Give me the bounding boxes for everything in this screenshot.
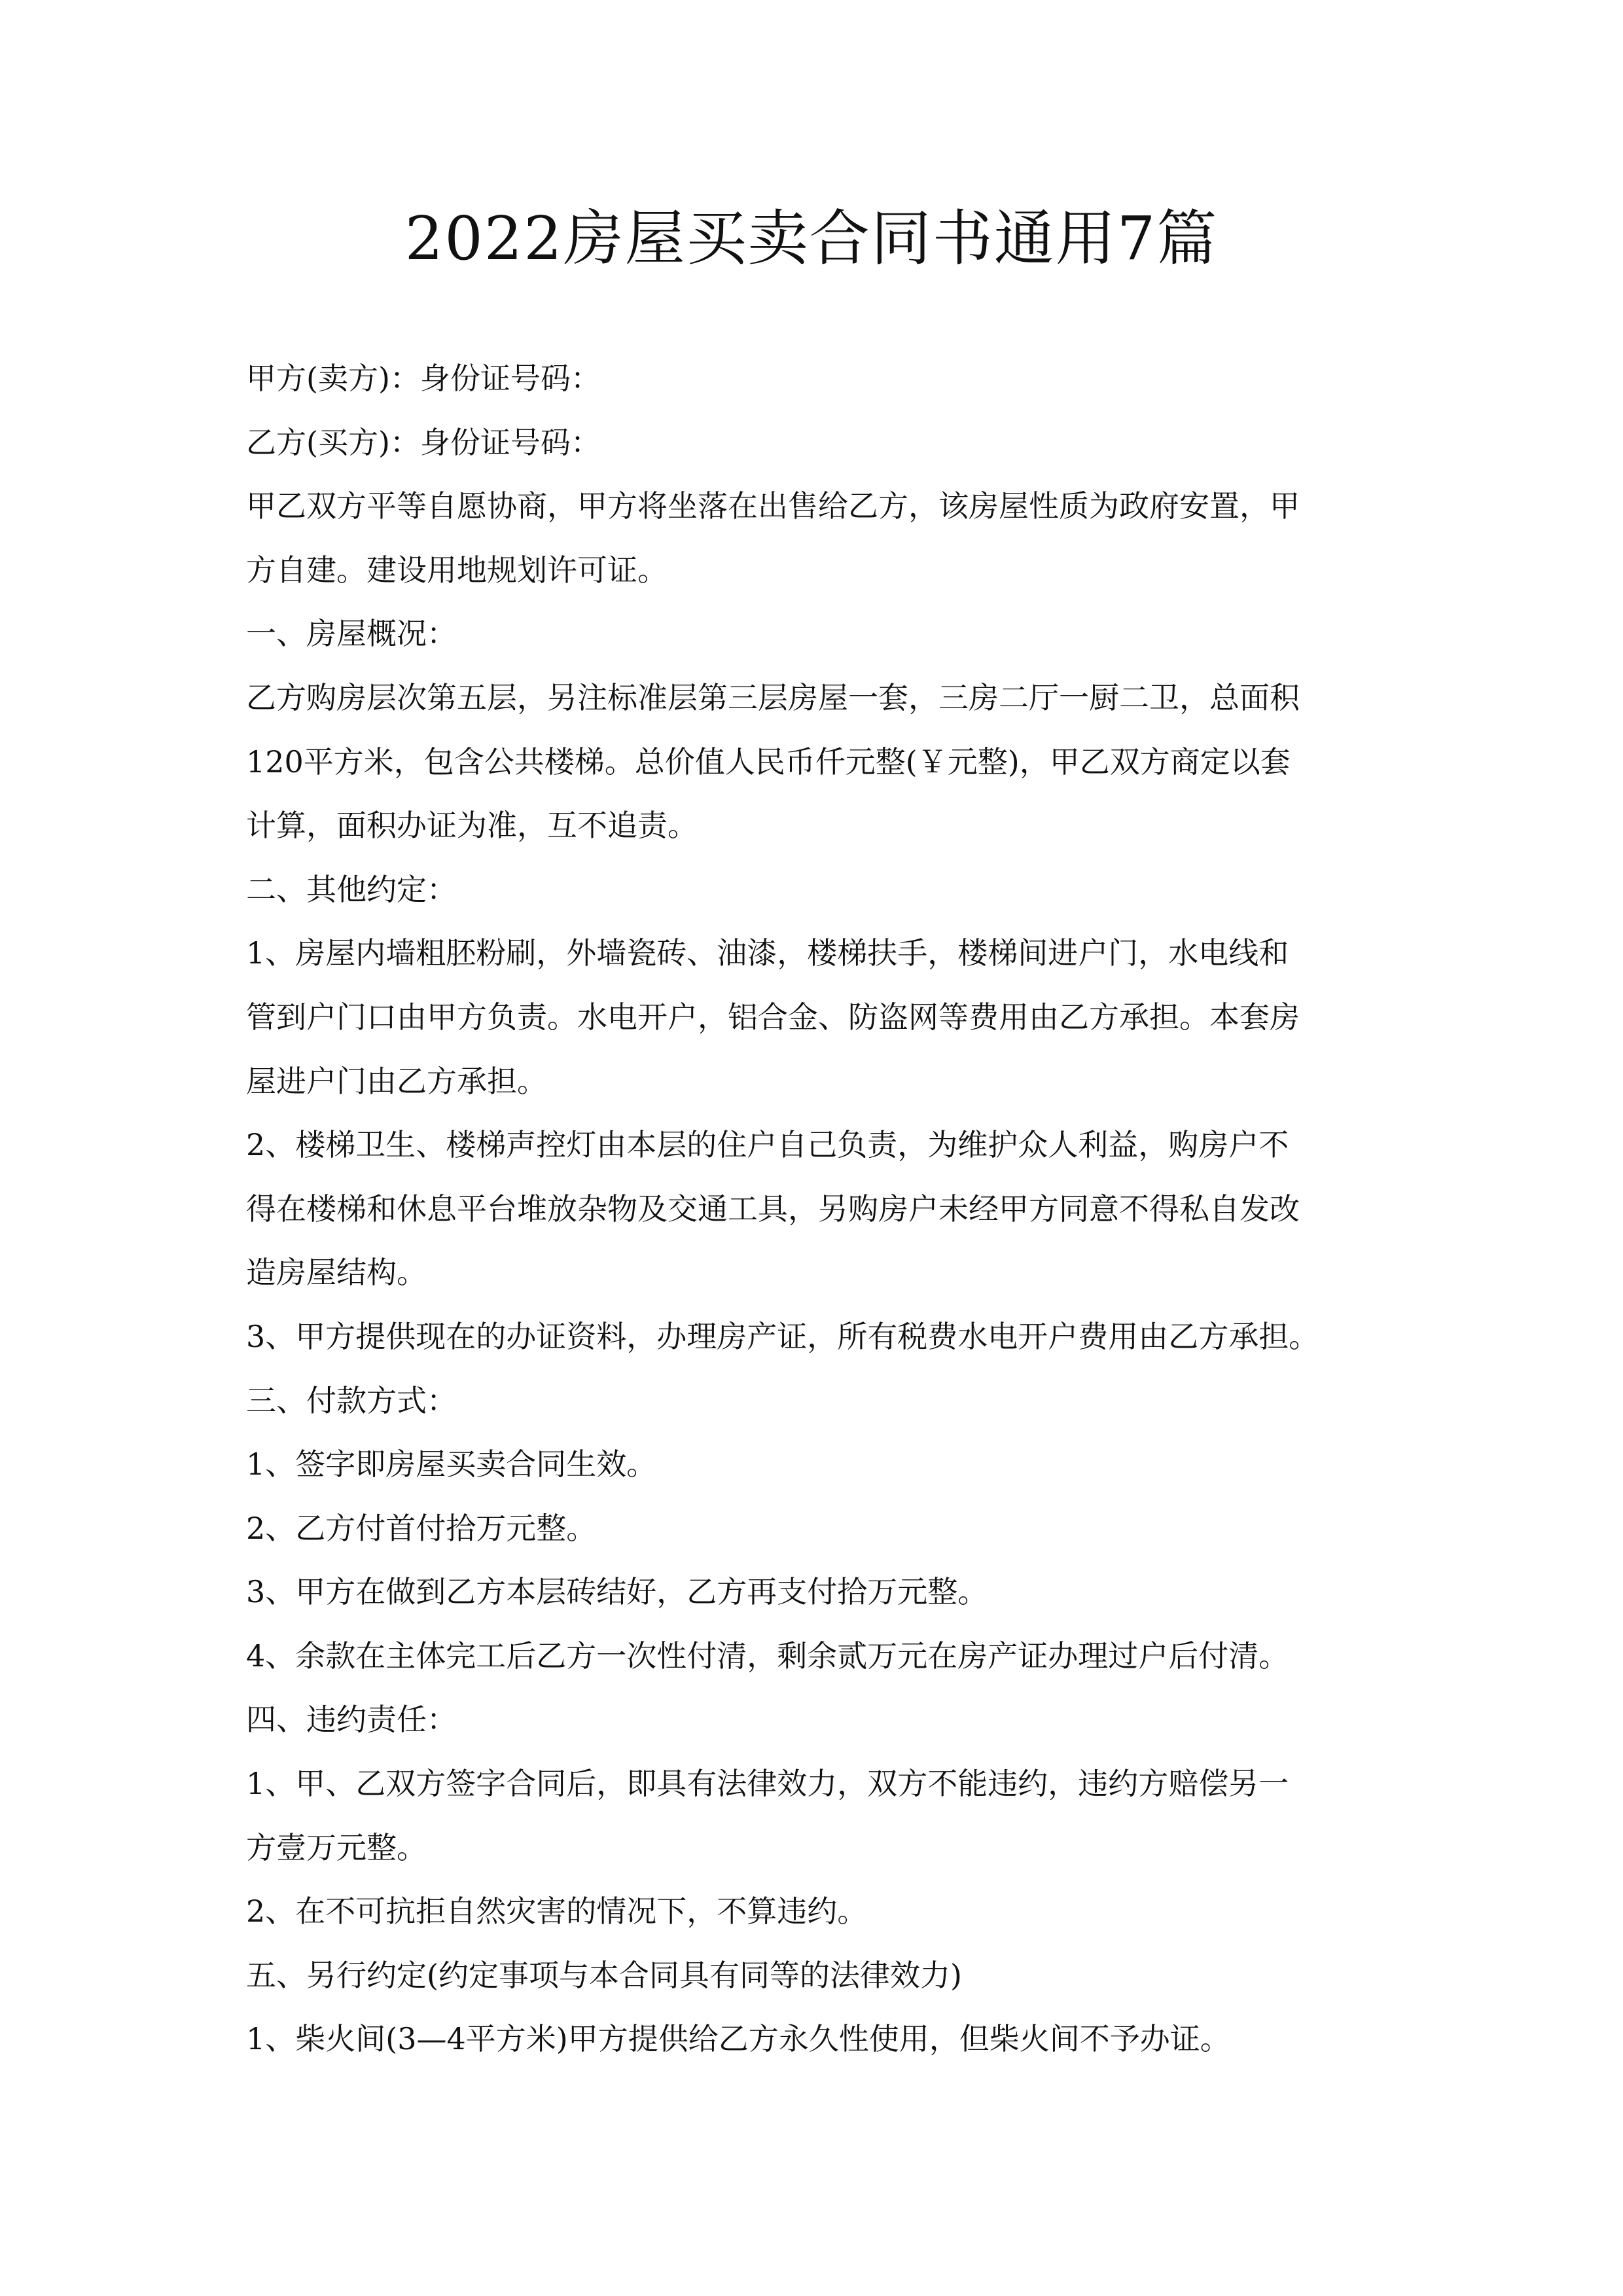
breach-item-2: 2、在不可抗拒自然灾害的情况下，不算违约。 (246, 1893, 868, 1929)
payment-item-4: 4、余款在主体完工后乙方一次性付清，剩余贰万元在房产证办理过户后付清。 (246, 1638, 1289, 1674)
section-heading-4: 四、违约责任： (246, 1702, 457, 1738)
payment-item-1: 1、签字即房屋买卖合同生效。 (246, 1446, 657, 1482)
party-b-line: 乙方(买方)：身份证号码： (246, 424, 601, 460)
document-body (246, 347, 1411, 2072)
document-title: 2022房屋买卖合同书通用7篇 (404, 204, 1219, 274)
section-heading-1: 一、房屋概况： (246, 616, 457, 652)
other-agreement-item-2: 2、楼梯卫生、楼梯声控灯由本层的住户自己负责，为维护众人利益，购房户不 得在楼梯和休息平台堆放杂物及交通工具，另购房户未经甲方同意不得私自发改 造房屋结构。 (246, 1127, 1300, 1291)
other-agreement-item-3: 3、甲方提供现在的办证资料，办理房产证，所有税费水电开户费用由乙方承担。 (246, 1318, 1319, 1354)
section-heading-5: 五、另行约定(约定事项与本合同具有同等的法律效力) (246, 1957, 962, 1993)
other-agreement-item-1: 1、房屋内墙粗胚粉刷，外墙瓷砖、油漆，楼梯扶手，楼梯间进户门，水电线和 管到户门口由甲方负责。水电开户，铝合金、防盗网等费用由乙方承担。本套房 屋进户门由乙方承担。 (246, 935, 1300, 1099)
intro-paragraph: 甲乙双方平等自愿协商，甲方将坐落在出售给乙方，该房屋性质为政府安置，甲 方自建。建设用地规划许可证。 (246, 488, 1300, 588)
payment-item-2: 2、乙方付首付拾万元整。 (246, 1510, 597, 1546)
house-overview-paragraph: 乙方购房层次第五层，另注标准层第三层房屋一套，三房二厅一厨二卫，总面积 120平方米，包含公共楼梯。总价值人民币仟元整(￥元整)，甲乙双方商定以套 计算，面积办证为准，互不追责。 (246, 679, 1300, 844)
breach-item-1: 1、甲、乙双方签字合同后，即具有法律效力，双方不能违约，违约方赔偿另一 方壹万元整。 (246, 1766, 1289, 1865)
party-a-line: 甲方(卖方)：身份证号码： (246, 361, 601, 396)
payment-item-3: 3、甲方在做到乙方本层砖结好，乙方再支付拾万元整。 (246, 1574, 988, 1610)
additional-item-1: 1、柴火间(3—4平方米)甲方提供给乙方永久性使用，但柴火间不予办证。 (246, 2021, 1230, 2057)
section-heading-2: 二、其他约定： (246, 871, 457, 907)
section-heading-3: 三、付款方式： (246, 1382, 457, 1418)
